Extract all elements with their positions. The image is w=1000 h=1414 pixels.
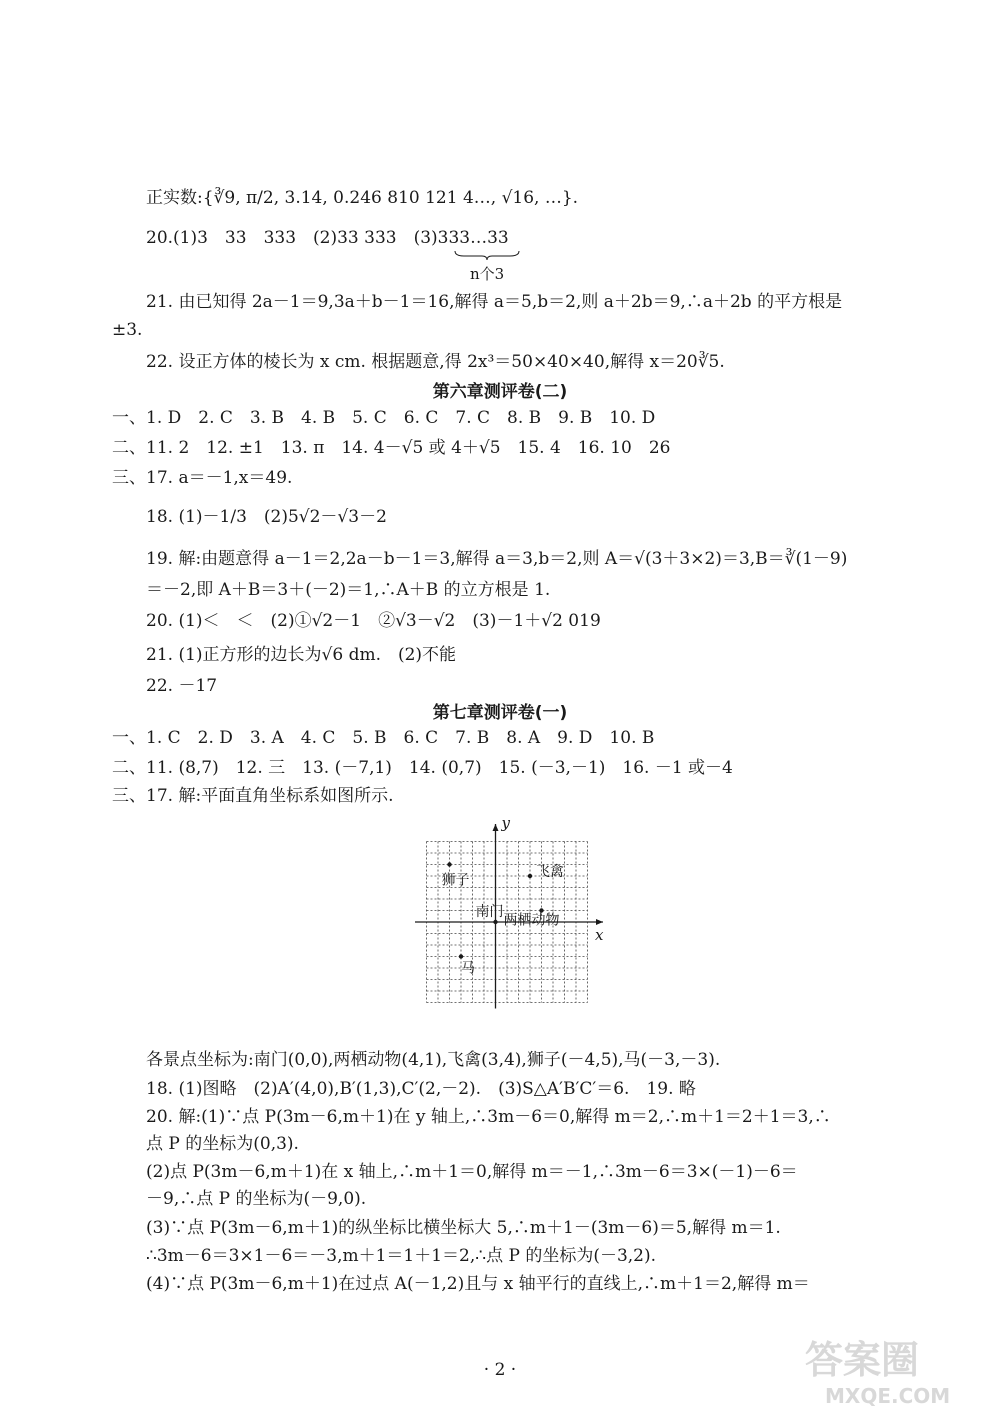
point-label: 南门: [475, 904, 504, 920]
ch6-19-line2: ＝－2,即 A＋B＝3＋(－2)＝1,∴A＋B 的立方根是 1.: [146, 580, 551, 600]
ch7-part1: 一、1. C 2. D 3. A 4. C 5. B 6. C 7. B 8. A 9. D 10. B: [112, 728, 655, 748]
point-marker: [493, 920, 497, 924]
real-numbers-text: 正实数:{∛9, π/2, 3.14, 0.246 810 121 4…, √16, …}.: [146, 188, 579, 208]
point-label: 飞禽: [536, 864, 564, 880]
ch7-20-3a: (3)∵点 P(3m－6,m＋1)的纵坐标比横坐标大 5,∴m＋1－(3m－6)＝5,解得 m＝1.: [146, 1218, 781, 1238]
ch6-part2: 二、11. 2 12. ±1 13. π 14. 4－√5 或 4＋√5 15. 4 16. 10 26: [112, 438, 671, 458]
answer-20-line: [146, 226, 509, 250]
answer-21-line: 21. 由已知得 2a－1＝9,3a＋b－1＝16,解得 a＝5,b＝2,则 a＋2b＝9,∴a＋2b 的平方根是: [146, 292, 843, 312]
ch7-20-2b: －9,∴点 P 的坐标为(－9,0).: [146, 1189, 367, 1209]
point-label: 两栖动物: [503, 912, 560, 929]
ch6-21: 21. (1)正方形的边长为√6 dm. (2)不能: [146, 645, 457, 665]
page-number: · 2 ·: [483, 1360, 517, 1380]
point-marker: [528, 874, 532, 878]
real-numbers-line: [146, 186, 578, 210]
ch7-part2: 二、11. (8,7) 12. 三 13. (－7,1) 14. (0,7) 15. (－3,－1) 16. －1 或－4: [112, 758, 733, 778]
ch7-20-1b: 点 P 的坐标为(0,3).: [146, 1134, 299, 1154]
y-axis-label: y: [501, 814, 510, 832]
x-axis-label: x: [595, 926, 604, 944]
answer-20-text: 20.(1)3 33 333 (2)33 333 (3)333…33: [146, 228, 509, 248]
watermark-logo: [795, 1325, 995, 1410]
ch6-18: 18. (1)－1/3 (2)5√2－√3－2: [146, 507, 387, 527]
ch6-20: 20. (1)＜ ＜ (2)①√2－1 ②√3－√2 (3)－1＋√2 019: [146, 611, 601, 631]
point-label: 马: [461, 960, 475, 977]
chapter7-title: 第七章测评卷(一): [432, 703, 568, 723]
svg-text:MXQE.COM: MXQE.COM: [825, 1384, 951, 1408]
ch7-part3-17: 三、17. 解:平面直角坐标系如图所示.: [112, 786, 394, 806]
chapter6-title: 第六章测评卷(二): [432, 382, 568, 402]
point-marker: [447, 862, 451, 866]
ch6-part3-17: 三、17. a＝－1,x＝49.: [112, 468, 293, 488]
ch7-20-2a: (2)点 P(3m－6,m＋1)在 x 轴上,∴m＋1＝0,解得 m＝－1,∴3m－6＝3×(－1)－6＝: [146, 1162, 798, 1182]
ch6-22: 22. －17: [146, 676, 218, 696]
ch7-20-3b: ∴3m－6＝3×1－6＝－3,m＋1＝1＋1＝2,∴点 P 的坐标为(－3,2).: [146, 1246, 657, 1266]
point-label: 狮子: [441, 872, 470, 889]
ch6-19-line1: 19. 解:由题意得 a－1＝2,2a－b－1＝3,解得 a＝3,b＝2,则 A＝√(3＋3×2)＝3,B＝∛(1－9): [146, 549, 848, 569]
ch6-part1: 一、1. D 2. C 3. B 4. B 5. C 6. C 7. C 8. B 9. B 10. D: [112, 408, 656, 428]
svg-text:答案圈: 答案圈: [805, 1338, 920, 1382]
point-marker: [459, 954, 463, 958]
ch7-20-4a: (4)∵点 P(3m－6,m＋1)在过点 A(－1,2)且与 x 轴平行的直线上,∴m＋1＝2,解得 m＝: [146, 1274, 810, 1294]
ch7-18-19: 18. (1)图略 (2)A′(4,0),B′(1,3),C′(2,－2). (3)S△A′B′C′＝6. 19. 略: [146, 1079, 696, 1099]
underbrace-icon: [454, 250, 520, 260]
y-axis-arrow-icon: [493, 824, 499, 831]
answer-22-line: 22. 设正方体的棱长为 x cm. 根据题意,得 2x³＝50×40×40,解得 x＝20∛5.: [146, 352, 725, 372]
answer-21-cont: ±3.: [112, 320, 143, 340]
coordinate-grid-chart: [400, 805, 650, 1045]
ch7-17-coords: 各景点坐标为:南门(0,0),两栖动物(4,1),飞禽(3,4),狮子(－4,5),马(－3,－3).: [146, 1050, 721, 1070]
ch7-20-1a: 20. 解:(1)∵点 P(3m－6,m＋1)在 y 轴上,∴3m－6＝0,解得 m＝2,∴m＋1＝2＋1＝3,∴: [146, 1107, 831, 1127]
n-threes-label: n个3: [470, 265, 505, 283]
x-axis-arrow-icon: [596, 919, 603, 925]
